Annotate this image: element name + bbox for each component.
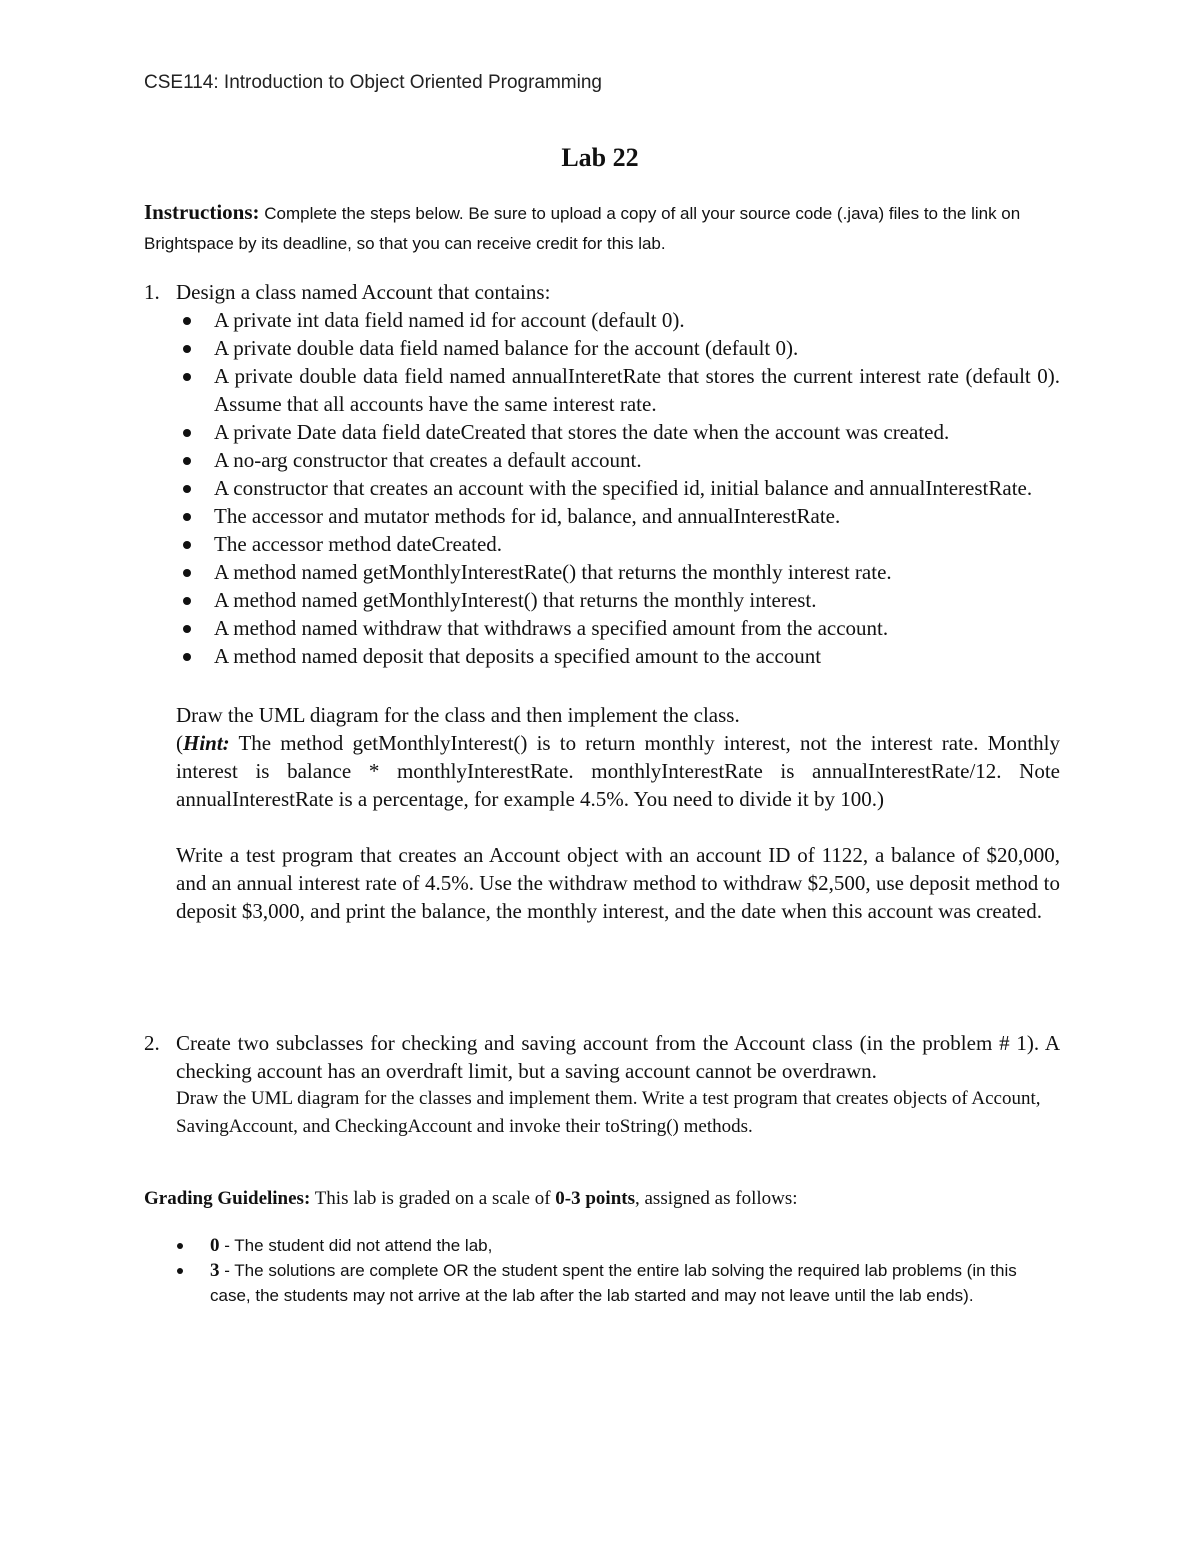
hint-label: Hint: (183, 731, 230, 755)
list-item-text: The accessor and mutator methods for id, balance, and annualInterestRate. (214, 504, 841, 528)
list-item (214, 446, 1060, 474)
list-item-text: A constructor that creates an account with the specified id, initial balance and annualInterestRate. (214, 476, 1033, 500)
page-title: Lab 22 (561, 143, 639, 172)
question-2-text: Create two subclasses for checking and saving account from the Account class (in the problem # 1). A checking account has an overdraft limit, but a saving account cannot be overdrawn. (176, 1031, 1060, 1083)
grading-label: Grading Guidelines: (144, 1188, 311, 1209)
list-item-text: A method named getMonthlyInterestRate() that returns the monthly interest rate. (214, 560, 892, 584)
question-2-number: 2. (144, 1031, 160, 1055)
grade-score: 0 (210, 1235, 220, 1256)
grading-intro (144, 1185, 1060, 1213)
bullet-icon (183, 485, 191, 493)
bullet-icon (183, 373, 191, 381)
list-item-text: The accessor method dateCreated. (214, 532, 503, 556)
grading-text-before: This lab is graded on a scale of (310, 1188, 556, 1209)
bullet-icon (183, 625, 191, 633)
bullet-icon (183, 569, 191, 577)
hint-text: The method getMonthlyInterest() is to return monthly interest, not the interest rate. Monthly interest is balance * monthlyInterestRate. monthlyInterestRate is annualInterestRate/12. Note annualInterestRate is a percentage, for example 4.5%. You need to divide it by 100.) (176, 731, 1060, 811)
list-item (214, 642, 1060, 670)
list-item-text: A private double data field named annualInteretRate that stores the current interest rate (default 0). Assume that all accounts have the same interest rate. (214, 364, 1060, 416)
bullet-icon (177, 1268, 183, 1274)
question-1-intro: Design a class named Account that contains: (176, 280, 551, 304)
list-item-text: A private double data field named balance for the account (default 0). (214, 336, 799, 360)
list-item (214, 614, 1060, 642)
question-2-subtext: Draw the UML diagram for the classes and implement them. Write a test program that creates objects of Account, SavingAccount, and CheckingAccount and invoke their toString() methods. (176, 1088, 1041, 1137)
list-item-text: A no-arg constructor that creates a default account. (214, 448, 642, 472)
list-item-text: A method named deposit that deposits a specified amount to the account (214, 644, 822, 668)
instructions-paragraph (144, 197, 1060, 259)
list-item-text: A method named getMonthlyInterest() that returns the monthly interest. (214, 588, 817, 612)
list-item (210, 1233, 1060, 1258)
grading-scale: 0-3 points (555, 1188, 635, 1209)
list-item-text: A private int data field named id for account (default 0). (214, 308, 685, 332)
course-header: CSE114: Introduction to Object Oriented Programming (144, 72, 602, 93)
bullet-icon (183, 513, 191, 521)
bullet-icon (183, 457, 191, 465)
list-item-text: A private Date data field dateCreated that stores the date when the account was created. (214, 420, 950, 444)
grading-guidelines (144, 1185, 1060, 1308)
grade-text: - The solutions are complete OR the student spent the entire lab solving the required lab problems (in this case, the students may not arrive at the lab after the lab started and may not leave until the lab ends). (210, 1261, 1017, 1305)
list-item (214, 418, 1060, 446)
bullet-icon (183, 429, 191, 437)
list-item-text: A method named withdraw that withdraws a specified amount from the account. (214, 616, 889, 640)
list-item (210, 1258, 1060, 1308)
grade-text: - The student did not attend the lab, (219, 1236, 493, 1255)
bullet-icon (183, 345, 191, 353)
list-item (214, 530, 1060, 558)
bullet-icon (183, 653, 191, 661)
list-item (214, 558, 1060, 586)
question-2 (144, 1029, 1060, 1141)
list-item (214, 586, 1060, 614)
hint-open-paren: ( (176, 731, 183, 755)
question-1-number: 1. (144, 280, 160, 304)
test-program-paragraph: Write a test program that creates an Account object with an account ID of 1122, a balance of $20,000, and an annual interest rate of 4.5%. Use the withdraw method to withdraw $2,500, use deposit method to deposit $3,000, and print the balance, the monthly interest, and the date when this account was created. (176, 843, 1060, 923)
bullet-icon (177, 1243, 183, 1249)
uml-instruction: Draw the UML diagram for the class and then implement the class. (176, 703, 740, 727)
list-item (214, 502, 1060, 530)
instructions-text: Complete the steps below. Be sure to upload a copy of all your source code (.java) files to the link on Brightspace by its deadline, so that you can receive credit for this lab. (144, 204, 1021, 253)
list-item (214, 334, 1060, 362)
list-item (214, 474, 1060, 502)
grading-text-after: , assigned as follows: (635, 1188, 798, 1209)
instructions-label: Instructions: (144, 200, 260, 224)
grade-score: 3 (210, 1260, 220, 1281)
bullet-icon (183, 317, 191, 325)
question-1 (144, 278, 1060, 925)
list-item (214, 362, 1060, 418)
bullet-icon (183, 597, 191, 605)
bullet-icon (183, 541, 191, 549)
hint-paragraph (176, 729, 1060, 813)
list-item (214, 306, 1060, 334)
requirements-list (144, 306, 1060, 670)
grading-list (144, 1233, 1060, 1308)
